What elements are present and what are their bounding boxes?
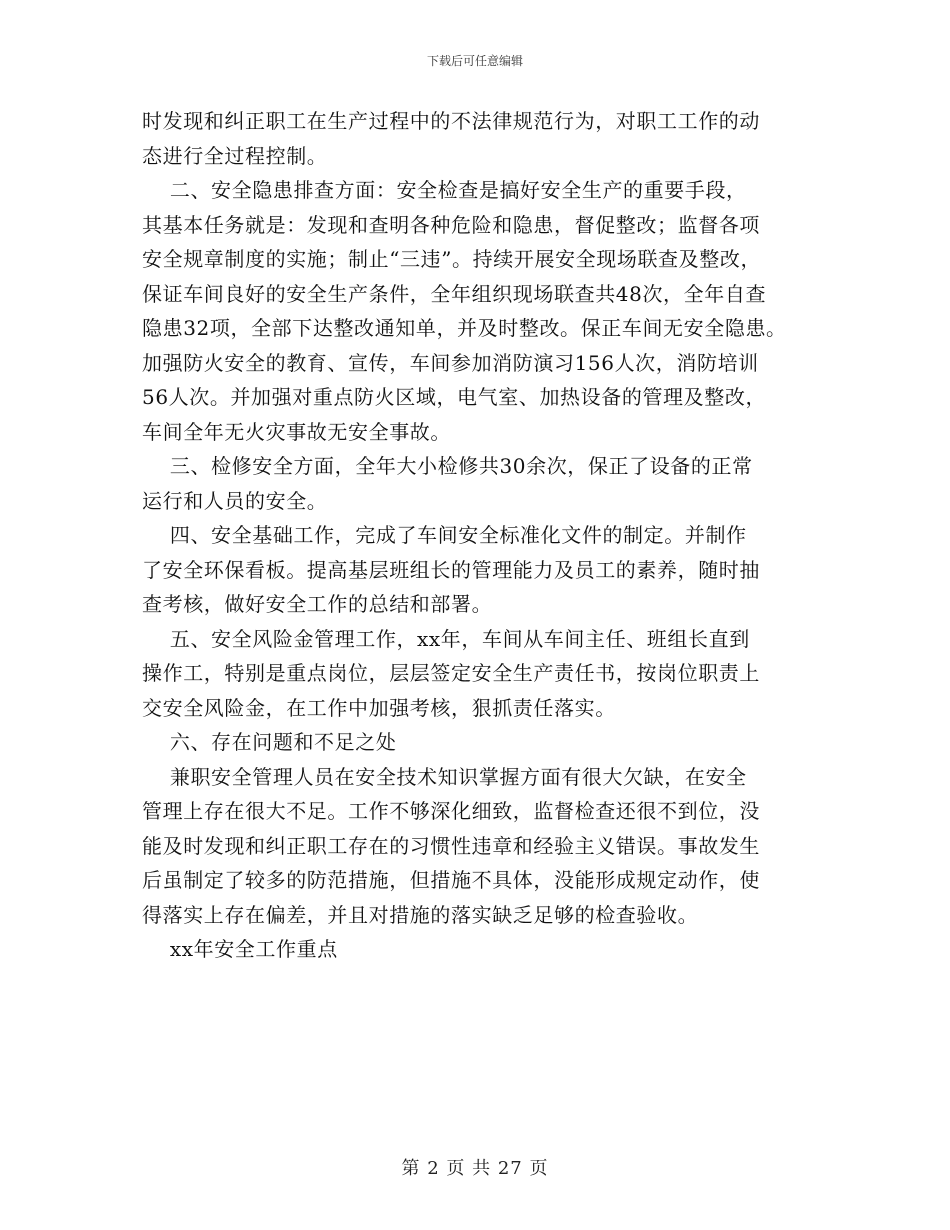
section-heading: xx年安全工作重点 (142, 937, 338, 961)
text-line: 能及时发现和纠正职工存在的习惯性违章和经验主义错误。事故发生 (142, 833, 760, 858)
text-line: 查考核，做好安全工作的总结和部署。 (142, 592, 493, 616)
text-line: 得落实上存在偏差，并且对措施的落实缺乏足够的检查验收。 (142, 902, 699, 927)
text-line: 管理上存在很大不足。工作不够深化细致，监督检查还很不到位，没 (142, 799, 760, 823)
text-line: 时发现和纠正职工在生产过程中的不法律规范行为，对职工工作的动 (142, 109, 760, 133)
text-line: 交安全风险金，在工作中加强考核，狠抓责任落实。 (142, 695, 616, 720)
text-line: 五、安全风险金管理工作，xx年，车间从车间主任、班组长直到 (142, 626, 750, 651)
text-line: 其基本任务就是：发现和查明各种危险和隐患，督促整改；监督各项 (142, 212, 760, 237)
text-line: 安全规章制度的实施；制止“三违”。持续开展安全现场联查及整改， (142, 247, 762, 271)
text-line: 二、安全隐患排查方面：安全检查是搞好安全生产的重要手段， (142, 178, 747, 202)
text-line: 运行和人员的安全。 (142, 488, 328, 513)
text-line: 态进行全过程控制。 (142, 143, 328, 168)
page-number-footer: 第 2 页 共 27 页 (401, 1158, 549, 1179)
document-body (142, 104, 822, 967)
page-header: 下载后可任意编辑 (426, 54, 523, 68)
text-line: 四、安全基础工作，完成了车间安全标准化文件的制定。并制作 (142, 523, 747, 547)
text-line: 三、检修安全方面，全年大小检修共30余次，保正了设备的正常 (142, 454, 753, 478)
section-heading: 六、存在问题和不足之处 (142, 730, 397, 754)
text-line: 隐患32项，全部下达整改通知单，并及时整改。保正车间无安全隐患。 (142, 316, 787, 340)
text-line: 保证车间良好的安全生产条件，全年组织现场联查共48次，全年自查 (142, 281, 767, 306)
text-line: 兼职安全管理人员在安全技术知识掌握方面有很大欠缺，在安全 (142, 764, 747, 789)
text-line: 加强防火安全的教育、宣传，车间参加消防演习156人次，消防培训 (142, 350, 759, 375)
text-line: 车间全年无火灾事故无安全事故。 (142, 419, 451, 444)
text-line: 56人次。并加强对重点防火区域，电气室、加热设备的管理及整改， (142, 385, 767, 409)
text-line: 了安全环保看板。提高基层班组长的管理能力及员工的素养，随时抽 (142, 557, 760, 582)
text-line: 操作工，特别是重点岗位，层层签定安全生产责任书，按岗位职责上 (142, 661, 760, 685)
text-line: 后虽制定了较多的防范措施，但措施不具体，没能形成规定动作，使 (142, 868, 760, 892)
